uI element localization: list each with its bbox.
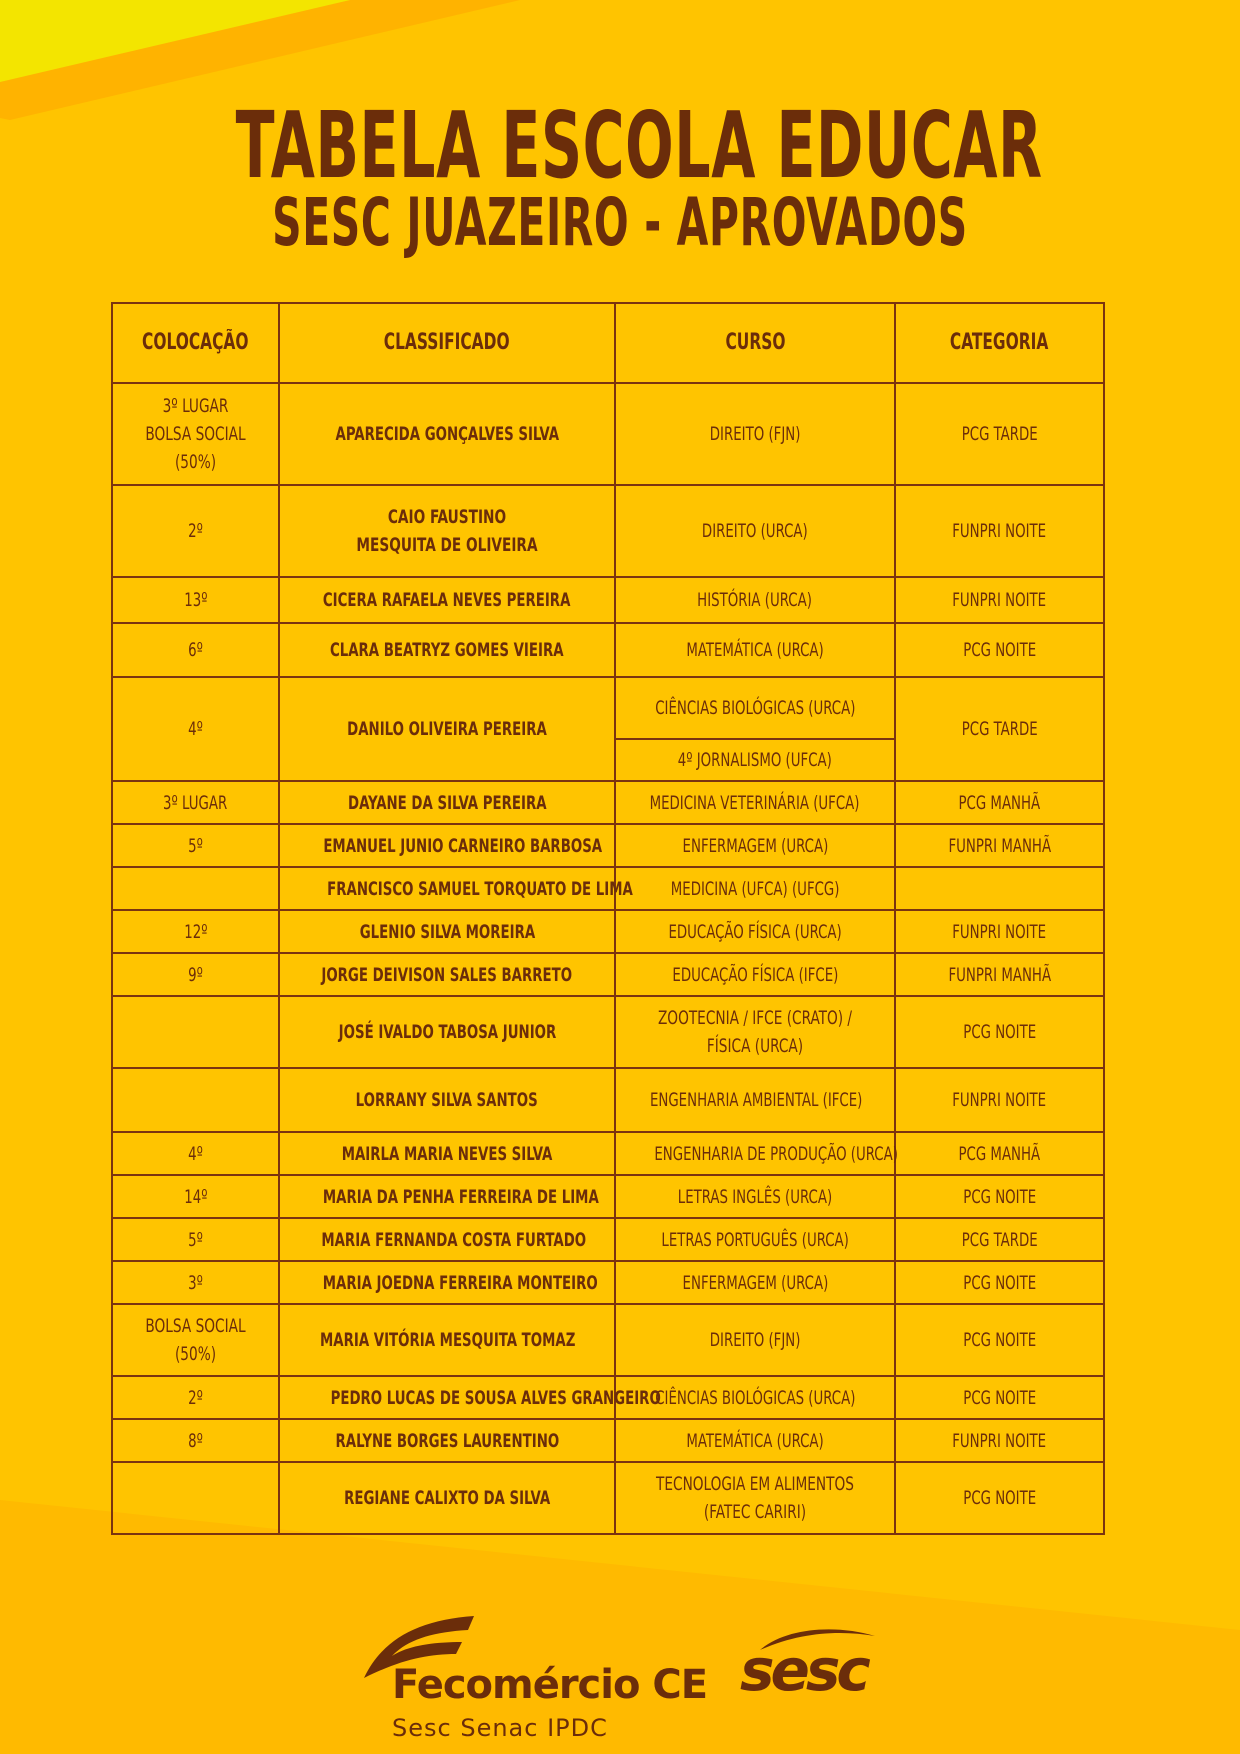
cell-curso: MATEMÁTICA (URCA) [615, 1419, 895, 1462]
cell-categoria: PCG NOITE [895, 1261, 1104, 1304]
fecomercio-logo [362, 1610, 708, 1742]
cell-colocacao: 3º LUGAR BOLSA SOCIAL (50%) [112, 383, 279, 485]
cell-colocacao: BOLSA SOCIAL (50%) [112, 1304, 279, 1376]
cell-classificado: APARECIDA GONÇALVES SILVA [279, 383, 615, 485]
cell-categoria: PCG TARDE [895, 677, 1104, 781]
cell-classificado: MARIA DA PENHA FERREIRA DE LIMA [279, 1175, 615, 1218]
cell-categoria: FUNPRI NOITE [895, 1419, 1104, 1462]
cell-classificado: CLARA BEATRYZ GOMES VIEIRA [279, 623, 615, 677]
table-row [112, 1261, 1104, 1304]
cell-colocacao: 3º LUGAR [112, 781, 279, 824]
cell-categoria: FUNPRI NOITE [895, 577, 1104, 623]
cell-curso: DIREITO (FJN) [615, 1304, 895, 1376]
column-header-classificado: CLASSIFICADO [279, 303, 615, 383]
fecomercio-name: Fecomércio CE [392, 1662, 708, 1708]
table-row [112, 1419, 1104, 1462]
column-header-colocacao: COLOCAÇÃO [112, 303, 279, 383]
table-row [112, 781, 1104, 824]
cell-categoria: PCG MANHÃ [895, 1132, 1104, 1175]
cell-categoria: PCG NOITE [895, 1462, 1104, 1534]
cell-categoria [895, 867, 1104, 910]
table-row [112, 953, 1104, 996]
table-row [112, 485, 1104, 577]
cell-colocacao: 6º [112, 623, 279, 677]
cell-curso: LETRAS INGLÊS (URCA) [615, 1175, 895, 1218]
cell-colocacao: 9º [112, 953, 279, 996]
cell-curso: MEDICINA (UFCA) (UFCG) [615, 867, 895, 910]
cell-classificado: MARIA VITÓRIA MESQUITA TOMAZ [279, 1304, 615, 1376]
cell-classificado: JOSÉ IVALDO TABOSA JUNIOR [279, 996, 615, 1068]
cell-curso: CIÊNCIAS BIOLÓGICAS (URCA) [615, 1376, 895, 1419]
page-subtitle: SESC JUAZEIRO - APROVADOS [272, 184, 968, 261]
table-row [112, 1175, 1104, 1218]
table-row [112, 1218, 1104, 1261]
cell-categoria: FUNPRI NOITE [895, 1068, 1104, 1132]
cell-classificado: FRANCISCO SAMUEL TORQUATO DE LIMA [279, 867, 615, 910]
cell-categoria: PCG NOITE [895, 1304, 1104, 1376]
cell-classificado: DANILO OLIVEIRA PEREIRA [279, 677, 615, 781]
cell-classificado: CICERA RAFAELA NEVES PEREIRA [279, 577, 615, 623]
cell-categoria: PCG NOITE [895, 996, 1104, 1068]
table-row [112, 677, 1104, 739]
cell-classificado: PEDRO LUCAS DE SOUSA ALVES GRANGEIRO [279, 1376, 615, 1419]
cell-colocacao [112, 1068, 279, 1132]
column-header-categoria: CATEGORIA [895, 303, 1104, 383]
cell-curso: LETRAS PORTUGUÊS (URCA) [615, 1218, 895, 1261]
cell-curso: ENFERMAGEM (URCA) [615, 824, 895, 867]
table-row [112, 1132, 1104, 1175]
table-row [112, 867, 1104, 910]
cell-colocacao: 2º [112, 1376, 279, 1419]
cell-colocacao [112, 996, 279, 1068]
table-row [112, 1068, 1104, 1132]
footer-logos [0, 1600, 1240, 1754]
cell-colocacao: 4º [112, 677, 279, 781]
cell-colocacao [112, 1462, 279, 1534]
table-row [112, 383, 1104, 485]
cell-colocacao: 5º [112, 1218, 279, 1261]
cell-colocacao: 14º [112, 1175, 279, 1218]
cell-classificado: CAIO FAUSTINO MESQUITA DE OLIVEIRA [279, 485, 615, 577]
cell-curso: MATEMÁTICA (URCA) [615, 623, 895, 677]
cell-curso: ENGENHARIA AMBIENTAL (IFCE) [615, 1068, 895, 1132]
cell-colocacao: 8º [112, 1419, 279, 1462]
cell-categoria: FUNPRI MANHÃ [895, 953, 1104, 996]
cell-classificado: GLENIO SILVA MOREIRA [279, 910, 615, 953]
cell-curso: ENFERMAGEM (URCA) [615, 1261, 895, 1304]
sesc-name: sesc [740, 1636, 867, 1704]
cell-classificado: REGIANE CALIXTO DA SILVA [279, 1462, 615, 1534]
cell-curso: MEDICINA VETERINÁRIA (UFCA) [615, 781, 895, 824]
cell-colocacao: 12º [112, 910, 279, 953]
cell-curso: DIREITO (URCA) [615, 485, 895, 577]
cell-curso: EDUCAÇÃO FÍSICA (URCA) [615, 910, 895, 953]
cell-categoria: PCG TARDE [895, 1218, 1104, 1261]
cell-classificado: MAIRLA MARIA NEVES SILVA [279, 1132, 615, 1175]
cell-colocacao: 2º [112, 485, 279, 577]
sesc-logo [740, 1622, 880, 1704]
table-row [112, 910, 1104, 953]
cell-colocacao: 4º [112, 1132, 279, 1175]
approved-table [111, 302, 1105, 1535]
cell-classificado: RALYNE BORGES LAURENTINO [279, 1419, 615, 1462]
cell-categoria: FUNPRI NOITE [895, 485, 1104, 577]
cell-curso: TECNOLOGIA EM ALIMENTOS (FATEC CARIRI) [615, 1462, 895, 1534]
cell-classificado: LORRANY SILVA SANTOS [279, 1068, 615, 1132]
cell-curso: HISTÓRIA (URCA) [615, 577, 895, 623]
cell-colocacao [112, 867, 279, 910]
cell-categoria: PCG TARDE [895, 383, 1104, 485]
cell-classificado: MARIA FERNANDA COSTA FURTADO [279, 1218, 615, 1261]
table-header-row [112, 303, 1104, 383]
cell-classificado: JORGE DEIVISON SALES BARRETO [279, 953, 615, 996]
cell-classificado: EMANUEL JUNIO CARNEIRO BARBOSA [279, 824, 615, 867]
table-row [112, 824, 1104, 867]
cell-classificado: DAYANE DA SILVA PEREIRA [279, 781, 615, 824]
table-row [112, 1462, 1104, 1534]
cell-categoria: PCG NOITE [895, 623, 1104, 677]
column-header-curso: CURSO [615, 303, 895, 383]
cell-classificado: MARIA JOEDNA FERREIRA MONTEIRO [279, 1261, 615, 1304]
table-row [112, 1304, 1104, 1376]
cell-curso-secondary: 4º JORNALISMO (UFCA) [615, 739, 895, 781]
table-row [112, 996, 1104, 1068]
cell-categoria: PCG NOITE [895, 1175, 1104, 1218]
cell-colocacao: 5º [112, 824, 279, 867]
table-row [112, 623, 1104, 677]
cell-curso: EDUCAÇÃO FÍSICA (IFCE) [615, 953, 895, 996]
cell-curso: ZOOTECNIA / IFCE (CRATO) / FÍSICA (URCA) [615, 996, 895, 1068]
cell-categoria: PCG NOITE [895, 1376, 1104, 1419]
cell-categoria: PCG MANHÃ [895, 781, 1104, 824]
cell-categoria: FUNPRI NOITE [895, 910, 1104, 953]
cell-curso: ENGENHARIA DE PRODUÇÃO (URCA) [615, 1132, 895, 1175]
page-title: TABELA ESCOLA EDUCAR [235, 92, 1043, 199]
table-row [112, 1376, 1104, 1419]
cell-curso: CIÊNCIAS BIOLÓGICAS (URCA) [615, 677, 895, 739]
cell-curso: DIREITO (FJN) [615, 383, 895, 485]
cell-colocacao: 3º [112, 1261, 279, 1304]
table-row [112, 577, 1104, 623]
fecomercio-subtitle: Sesc Senac IPDC [392, 1714, 608, 1742]
cell-colocacao: 13º [112, 577, 279, 623]
cell-categoria: FUNPRI MANHÃ [895, 824, 1104, 867]
